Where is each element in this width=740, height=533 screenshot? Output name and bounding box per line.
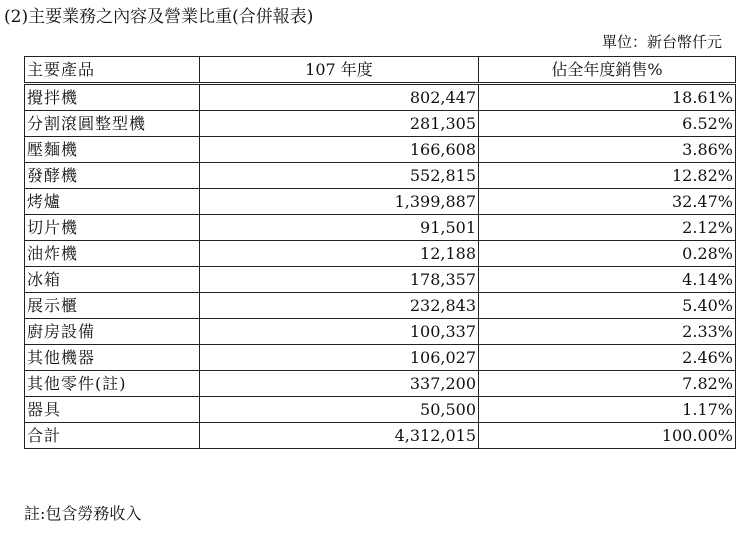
product-name-cell: 分割滾圓整型機	[25, 111, 200, 137]
total-row	[25, 423, 736, 449]
total-sales-cell: 4,312,015	[200, 423, 479, 449]
table-row	[25, 293, 736, 319]
percent-cell: 12.82%	[479, 163, 736, 189]
total-label-cell: 合計	[25, 423, 200, 449]
percent-cell: 7.82%	[479, 371, 736, 397]
percent-cell: 32.47%	[479, 189, 736, 215]
currency-unit-label: 單位：新台幣仟元	[601, 33, 722, 51]
table-row	[25, 189, 736, 215]
percent-cell: 0.28%	[479, 241, 736, 267]
table-row	[25, 319, 736, 345]
percent-cell: 6.52%	[479, 111, 736, 137]
sales-cell: 552,815	[200, 163, 479, 189]
sales-cell: 802,447	[200, 84, 479, 111]
table-row	[25, 163, 736, 189]
percent-cell: 4.14%	[479, 267, 736, 293]
product-name-cell: 其他機器	[25, 345, 200, 371]
product-name-cell: 其他零件(註)	[25, 371, 200, 397]
table-row	[25, 267, 736, 293]
percent-cell: 18.61%	[479, 84, 736, 111]
footnote: 註:包含勞務收入	[24, 504, 142, 523]
percent-cell: 2.46%	[479, 345, 736, 371]
product-name-cell: 油炸機	[25, 241, 200, 267]
header-sales-percent: 佔全年度銷售%	[479, 57, 736, 84]
product-name-cell: 展示櫃	[25, 293, 200, 319]
sales-cell: 1,399,887	[200, 189, 479, 215]
percent-cell: 2.12%	[479, 215, 736, 241]
table-row	[25, 111, 736, 137]
sales-cell: 50,500	[200, 397, 479, 423]
header-row	[25, 57, 736, 84]
product-name-cell: 切片機	[25, 215, 200, 241]
product-name-cell: 廚房設備	[25, 319, 200, 345]
header-year-sales: 107 年度	[200, 57, 479, 84]
table-row	[25, 137, 736, 163]
percent-cell: 3.86%	[479, 137, 736, 163]
percent-cell: 5.40%	[479, 293, 736, 319]
sales-cell: 91,501	[200, 215, 479, 241]
product-name-cell: 攪拌機	[25, 84, 200, 111]
sales-cell: 12,188	[200, 241, 479, 267]
table-row	[25, 345, 736, 371]
section-title: (2)主要業務之內容及營業比重(合併報表)	[4, 7, 314, 27]
table-row	[25, 84, 736, 111]
sales-cell: 232,843	[200, 293, 479, 319]
business-revenue-table	[24, 56, 736, 449]
sales-cell: 100,337	[200, 319, 479, 345]
product-name-cell: 烤爐	[25, 189, 200, 215]
sales-cell: 337,200	[200, 371, 479, 397]
percent-cell: 1.17%	[479, 397, 736, 423]
sales-cell: 281,305	[200, 111, 479, 137]
sales-cell: 178,357	[200, 267, 479, 293]
table-row	[25, 215, 736, 241]
table-body	[25, 84, 736, 449]
table-header	[25, 57, 736, 84]
percent-cell: 2.33%	[479, 319, 736, 345]
table-row	[25, 371, 736, 397]
sales-cell: 166,608	[200, 137, 479, 163]
product-name-cell: 冰箱	[25, 267, 200, 293]
table-row	[25, 241, 736, 267]
sales-cell: 106,027	[200, 345, 479, 371]
table-row	[25, 397, 736, 423]
product-name-cell: 發酵機	[25, 163, 200, 189]
header-product: 主要產品	[25, 57, 200, 84]
product-name-cell: 壓麵機	[25, 137, 200, 163]
product-name-cell: 器具	[25, 397, 200, 423]
total-percent-cell: 100.00%	[479, 423, 736, 449]
